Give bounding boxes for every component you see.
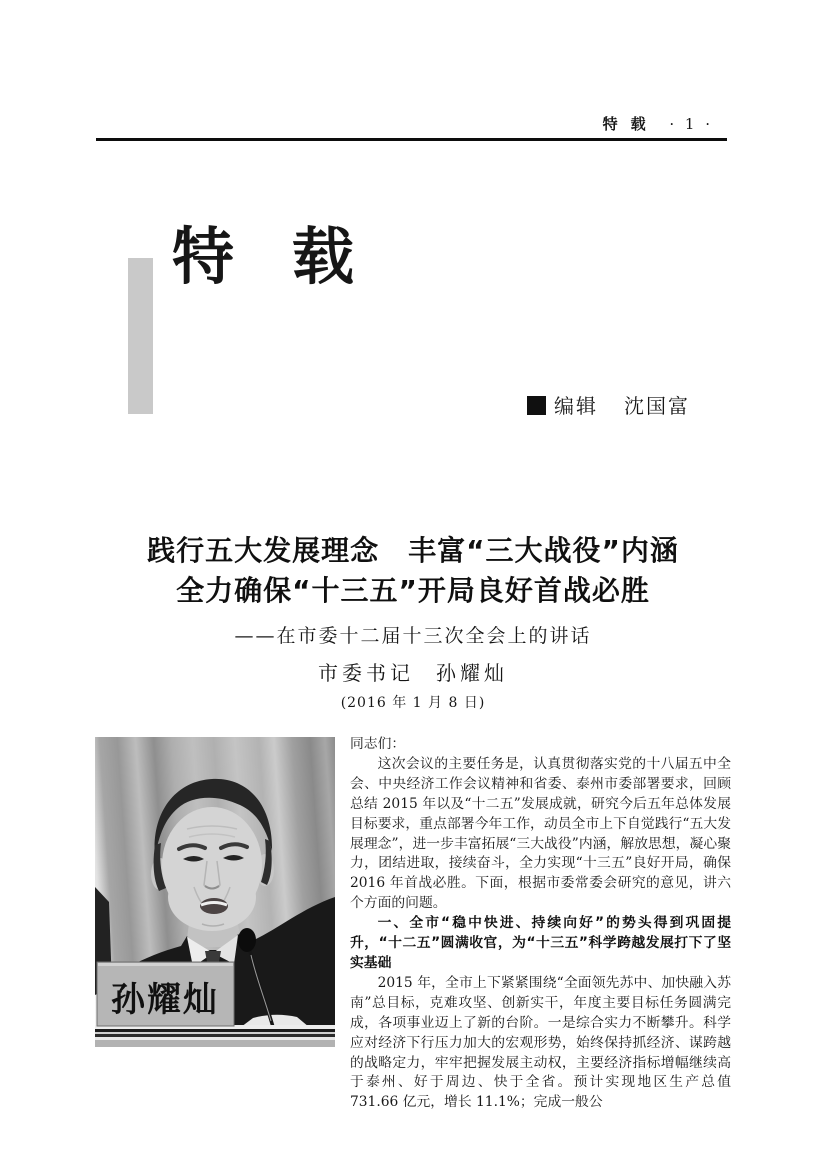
- editor-label: 编辑: [554, 394, 598, 418]
- running-head-page-number: · 1 ·: [669, 115, 713, 133]
- section-title: 特载: [172, 220, 413, 293]
- article-date: (2016 年 1 月 8 日): [340, 695, 486, 711]
- body-salutation: 同志们：: [350, 736, 406, 752]
- running-head-section-label: 特载: [602, 115, 659, 133]
- nameplate-text: 孙耀灿: [111, 980, 219, 1020]
- article-title-line2: 全力确保“十三五”开局良好首战必胜: [176, 574, 650, 607]
- editor-credit: [527, 393, 690, 420]
- square-bullet-icon: [527, 396, 546, 415]
- author-title: 市委书记: [318, 661, 414, 685]
- header-rule: [96, 138, 727, 141]
- body-paragraph: 这次会议的主要任务是，认真贯彻落实党的十八届五中全会、中央经济工作会议精神和省委、泰州市委部署要求，回顾总结 2015 年以及“十二五”发展成就，研究今后五年总体发展目标要求，重点部署今年工作，动员全市上下自觉践行“五大发展理念”，进一步丰富拓展“三大战役”内涵，解放思想，凝心聚力，团结进取，接续奋斗，全力实现“十三五”良好开局，确保 2016 年首战必胜。下面，根据市委常委会研究的意见，讲六个方面的问题。: [350, 755, 731, 912]
- article-subtitle: ——在市委十二届十三次全会上的讲话: [234, 625, 592, 647]
- body-section-heading: 一、全市“稳中快进、持续向好”的势头得到巩固提升，“十二五”圆满收官，为“十三五”科学跨越发展打下了坚实基础: [350, 915, 731, 971]
- body-paragraph: 2015 年，全市上下紧紧围绕“全面领先苏中、加快融入苏南”总目标，克难攻坚、创新实干，年度主要目标任务圆满完成，各项事业迈上了新的台阶。一是综合实力不断攀升。科学应对经济下行压力加大的宏观形势，始终保持抓经济、谋跨越的战略定力，牢牢把握发展主动权，主要经济指标增幅继续高于泰州、好于周边、快于全省。预计实现地区生产总值 731.66 亿元，增长 11.1%；完成一般公: [350, 974, 731, 1111]
- article-author: [96, 660, 730, 687]
- article-title: [96, 531, 730, 611]
- article-body: [350, 735, 731, 1113]
- article-title-line1: 践行五大发展理念 丰富“三大战役”内涵: [147, 534, 679, 567]
- editor-name: 沈国富: [624, 394, 690, 418]
- section-accent-bar: [128, 258, 153, 414]
- speaker-photo: [95, 737, 335, 1047]
- nameplate: [97, 962, 234, 1026]
- running-head: [96, 114, 713, 134]
- table-edge: [95, 1025, 335, 1047]
- author-name: 孙耀灿: [436, 661, 508, 685]
